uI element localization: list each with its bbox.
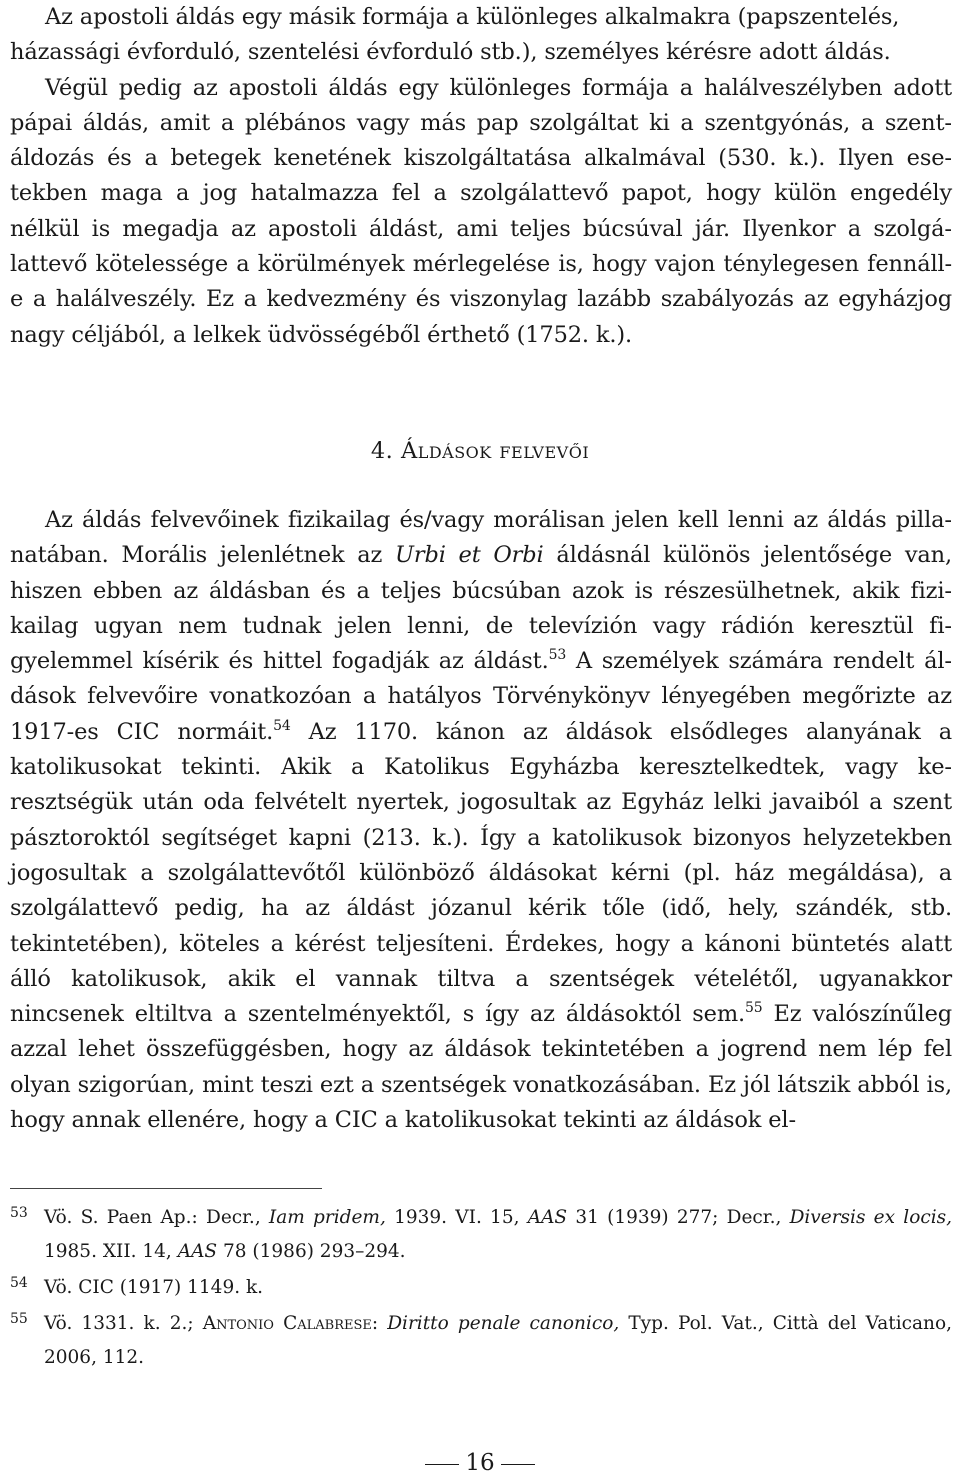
paragraph-recipients bbox=[10, 503, 952, 1138]
footnote-number: 55 bbox=[10, 1311, 28, 1327]
footnote-italic: AAS bbox=[527, 1207, 568, 1228]
footnote-text: Typ. Pol. Vat., Città del Vaticano, 2006, 112. bbox=[44, 1313, 952, 1368]
page-number-dash-right bbox=[501, 1464, 535, 1465]
footnote-ref-53[interactable]: 53 bbox=[548, 647, 567, 664]
paragraph-1-line-2: házassági évforduló, szentelési évforduló stb.), személyes kérésre adott áldás. bbox=[10, 39, 891, 66]
footnote-text: Vö. CIC (1917) 1149. k. bbox=[44, 1277, 264, 1298]
footnote-number: 53 bbox=[10, 1205, 28, 1221]
footnote-text: 31 (1939) 277; Decr., bbox=[567, 1207, 790, 1228]
section-title: Áldások felvevői bbox=[400, 438, 590, 464]
text-run: áldásnál különös jelentősége van, hiszen ebben az áldásban és a teljes búcsúban azok is részesülhetnek, akik fizikailag ugyan nem tudnak jelen lenni, de televízión vagy rádión keresztül figyelemmel kísérik és hittel fogadják az áldást. bbox=[10, 542, 952, 675]
text-run: Az áldás felvevőinek fizikailag és/vagy morálisan jelen kell lenni az áldás pillanatában. Morális jelenlétnek az bbox=[10, 507, 952, 569]
text-block-top bbox=[10, 0, 952, 353]
text-run: Az 1170. kánon az áldások elsődleges alanyának a katolikusokat tekinti. Akik a Katolikus Egyházba keresztelkedtek, vagy keresztségük után oda felvételt nyertek, jogosultak az Egyház lelki javaiból a szent pásztoroktól segítséget kapni (213. k.). Így a katolikusok bizonyos helyzetekben jogosultak a szolgálattevőtől különböző áldásokat kérni (pl. ház megáldása), a szolgálattevő pedig, ha az áldást józanul kérik tőle (idő, hely, szándék, stb. tekintetében), köteles a kérést teljesíteni. Érdekes, hogy a kánoni büntetés alatt álló katolikusok, akik el vannak tiltva a szentségek vételétől, ugyanakkor nincsenek eltiltva a szentelményektől, s így az áldásoktól sem. bbox=[10, 718, 952, 1028]
footnote-ref-54[interactable]: 54 bbox=[273, 717, 291, 734]
page-number-dash-left bbox=[425, 1464, 459, 1465]
paragraph-danger-of-death: Végül pedig az apostoli áldás egy különleges formája a halálveszélyben adott pápai áldás, amit a plébános vagy más pap szolgáltat ki a szentgyónás, a szentáldozás és a betegek kenetének kiszolgáltatása alkalmával (530. k.). Ilyen esetekben maga a jog hatalmazza fel a szolgálattevő papot, hogy külön engedély nélkül is megadja az apostoli áldást, ami teljes búcsúval jár. Ilyenkor a szolgálattevő kötelessége a körülmények mérlegelése is, hogy vajon ténylegesen fennáll-e a halálveszély. Ez a kedvezmény és viszonylag lazább szabályozás az egyházjog nagy céljából, a lelkek üdvösségéből érthető (1752. k.). bbox=[10, 74, 952, 348]
footnote-author: Antonio Calabrese bbox=[202, 1313, 372, 1334]
footnote-number: 54 bbox=[10, 1275, 28, 1291]
footnote-italic: AAS bbox=[177, 1241, 218, 1262]
footnote-text: Vö. 1331. k. 2.; bbox=[44, 1313, 203, 1334]
footnote-separator bbox=[10, 1188, 322, 1189]
footnote-53 bbox=[10, 1201, 952, 1269]
section-heading bbox=[0, 434, 960, 469]
footnote-italic: Diversis ex locis, bbox=[789, 1207, 953, 1228]
footnotes bbox=[10, 1201, 952, 1377]
footnote-54 bbox=[10, 1271, 952, 1305]
text-block-main bbox=[10, 503, 952, 1138]
footnote-text: 1985. XII. 14, bbox=[44, 1241, 178, 1262]
paragraph-1-line-1: Az apostoli áldás egy másik formája a különleges alkalmakra (papszentelés, bbox=[45, 4, 900, 30]
section-number: 4. bbox=[370, 438, 394, 464]
footnote-italic: Diritto penale canonico, bbox=[387, 1313, 620, 1334]
page-number-value: 16 bbox=[465, 1450, 495, 1476]
footnote-ref-55[interactable]: 55 bbox=[745, 1000, 763, 1017]
italic-urbi-et-orbi: Urbi et Orbi bbox=[395, 542, 544, 569]
text-run: A személyek számára rendelt áldások felvevőire vonatkozóan a hatályos Törvénykönyv lényegében megőrizte az 1917-es CIC normáit. bbox=[10, 648, 952, 745]
footnote-text: 1939. VI. 15, bbox=[385, 1207, 528, 1228]
footnote-text: 78 (1986) 293–294. bbox=[217, 1241, 406, 1262]
footnote-text: Vö. S. Paen Ap.: Decr., bbox=[44, 1207, 269, 1228]
text-run: Ez valószínűleg azzal lehet összefüggésben, hogy az áldások tekintetében a jogrend nem lép fel olyan szigorúan, mint teszi ezt a szentségek vonatkozásában. Ez jól látszik abból is, hogy annak ellenére, hogy a CIC a katolikusokat tekinti az áldások el- bbox=[10, 1001, 953, 1134]
footnote-55 bbox=[10, 1307, 952, 1375]
footnote-italic: Iam pridem, bbox=[268, 1207, 386, 1228]
page-number bbox=[0, 1448, 960, 1478]
paragraph-special-occasions bbox=[10, 0, 952, 71]
footnote-text: : bbox=[371, 1313, 388, 1334]
